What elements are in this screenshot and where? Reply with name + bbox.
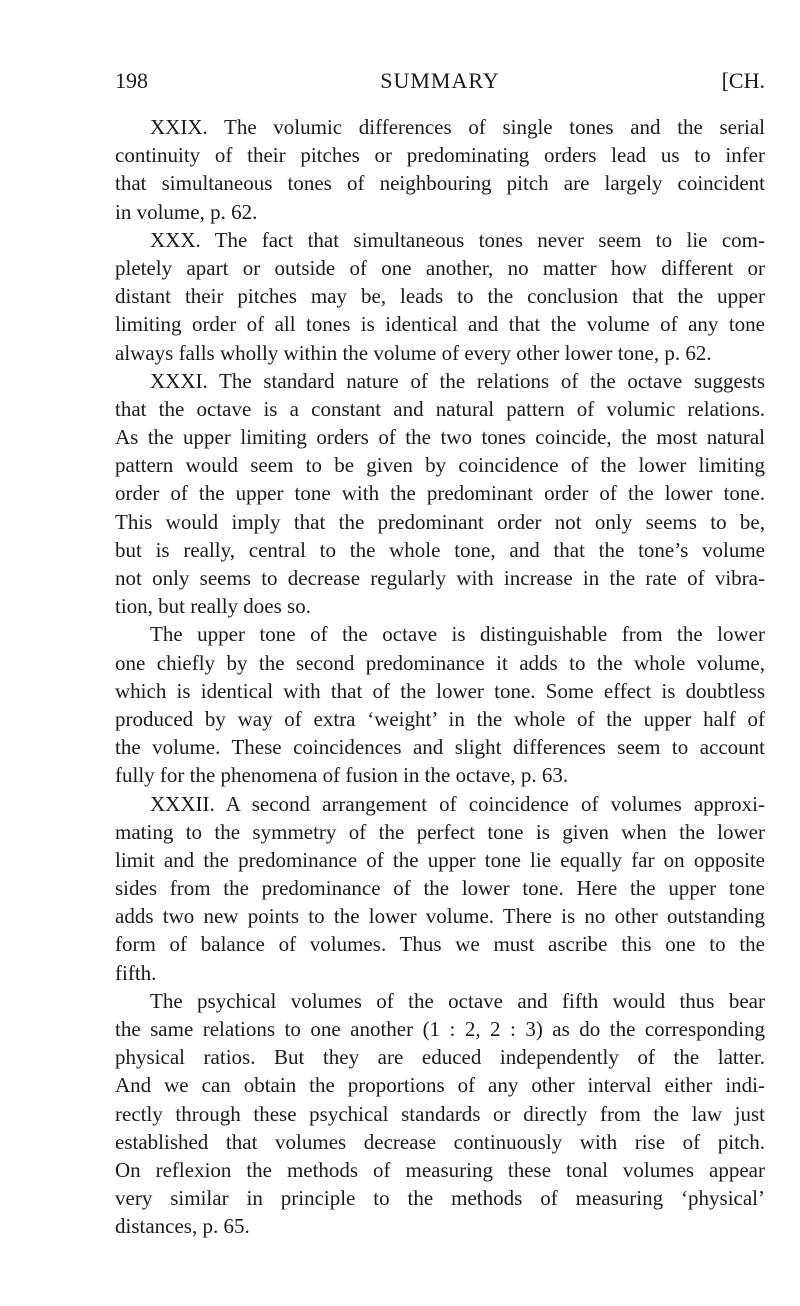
text-line: very similar in principle to the methods of measuring ‘physical’ [115,1186,765,1211]
text-line: in volume, p. 62. [115,199,258,224]
text-line: which is identical with that of the lower tone. Some effect is doubtless [115,678,765,703]
paragraph [115,367,765,621]
text-line: but is really, central to the whole tone, and that the tone’s volume [115,537,765,562]
text-line: This would imply that the predominant order not only seems to be, [115,509,765,534]
chapter-label: [CH. [721,68,765,93]
page-number: 198 [115,68,148,93]
text-line: that the octave is a constant and natural pattern of volumic relations. [115,396,765,421]
paragraph [115,790,765,987]
text-line: distant their pitches may be, leads to the conclusion that the upper [115,284,765,309]
text-line: that simultaneous tones of neighbouring pitch are largely coincident [115,171,765,196]
page-body [115,113,765,1241]
text-line: the same relations to one another (1 : 2, 2 : 3) as do the corresponding [115,1017,765,1041]
text-line: XXIX. The volumic differences of single tones and the serial [150,115,765,139]
text-line: established that volumes decrease continuously with rise of pitch. [115,1129,765,1154]
text-line: one chiefly by the second predominance it adds to the whole volume, [115,650,765,675]
running-title: SUMMARY [380,68,500,93]
paragraph [115,987,765,1241]
text-line: XXXI. The standard nature of the relations of the octave suggests [150,368,765,393]
text-line: mating to the symmetry of the perfect tone is given when the lower [115,819,765,844]
text-line: tion, but really does so. [115,594,311,619]
text-line: As the upper limiting orders of the two tones coincide, the most natural [115,425,765,450]
text-line: limit and the predominance of the upper tone lie equally far on opposite [115,847,765,872]
text-line: And we can obtain the proportions of any other interval either indi- [115,1073,765,1098]
text-line: order of the upper tone with the predominant order of the lower tone. [115,481,765,506]
paragraph [115,226,765,367]
text-line: physical ratios. But they are educed independently of the latter. [115,1045,765,1070]
text-line: The psychical volumes of the octave and fifth would thus bear [150,988,765,1013]
text-line: adds two new points to the lower volume. There is no other outstanding [115,904,765,929]
text-line: XXXII. A second arrangement of coincidence of volumes approxi- [150,791,765,816]
text-line: limiting order of all tones is identical and that the volume of any tone [115,312,765,337]
text-line: the volume. These coincidences and slight differences seem to account [115,735,765,760]
text-line: always falls wholly within the volume of every other lower tone, p. 62. [115,340,712,365]
text-line: continuity of their pitches or predominating orders lead us to infer [115,143,765,168]
text-line: rectly through these psychical standards or directly from the law just [115,1101,765,1126]
text-line: form of balance of volumes. Thus we must ascribe this one to the [115,932,765,957]
text-line: not only seems to decrease regularly with increase in the rate of vibra- [115,566,765,590]
text-line: On reflexion the methods of measuring these tonal volumes appear [115,1157,765,1182]
text-line: fully for the phenomena of fusion in the octave, p. 63. [115,763,569,788]
text-line: fifth. [115,960,157,985]
text-line: XXX. The fact that simultaneous tones never seem to lie com- [150,227,765,252]
text-line: pattern would seem to be given by coincidence of the lower limiting [115,453,765,478]
page-header [115,68,765,98]
text-line: distances, p. 65. [115,1214,250,1239]
text-line: The upper tone of the octave is distinguishable from the lower [150,622,765,647]
paragraph [115,620,765,789]
text-line: produced by way of extra ‘weight’ in the whole of the upper half of [115,706,765,731]
text-line: sides from the predominance of the lower tone. Here the upper tone [115,876,765,901]
text-line: pletely apart or outside of one another, no matter how different or [115,255,765,280]
paragraph [115,113,765,226]
